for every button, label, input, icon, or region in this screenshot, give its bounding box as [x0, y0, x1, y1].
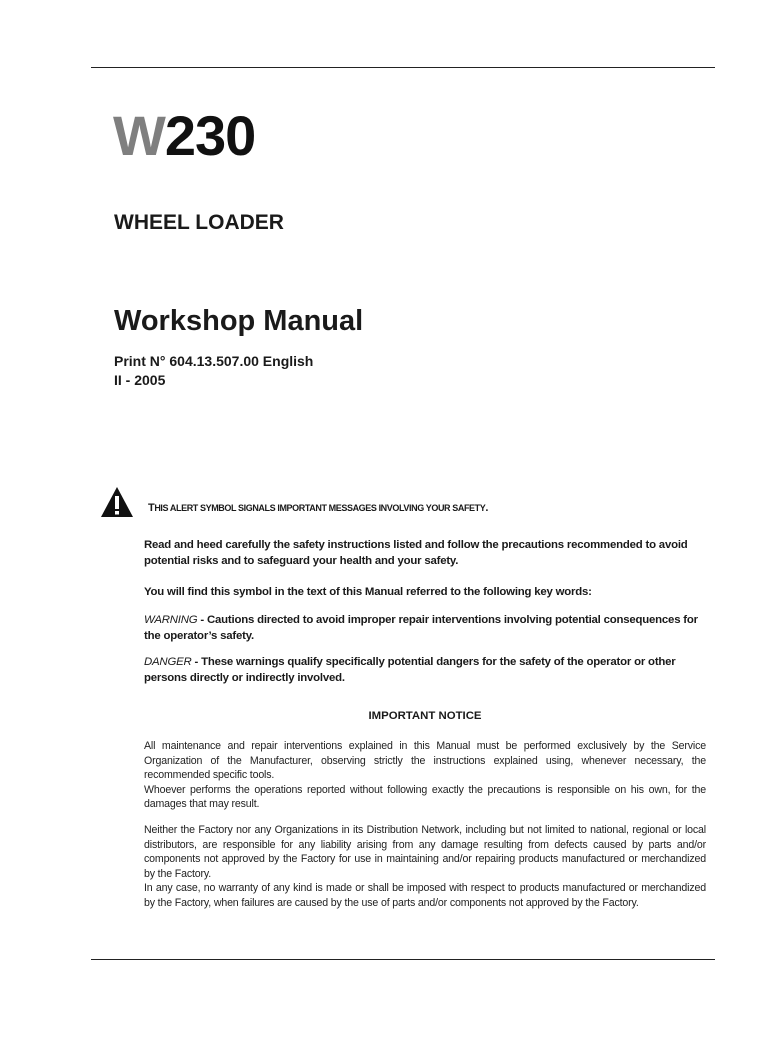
- alert-first-letter: T: [148, 502, 155, 514]
- model-number: 230: [164, 104, 256, 167]
- danger-label: DANGER: [144, 656, 192, 668]
- notice-paragraph: Neither the Factory nor any Organizations in its Distribution Network, including but not limited to national, regional or local distributors, are responsible for any liability arising from any damage resulting from defects caused by parts and/or components not approved by the Factory for use in maintaining and/or repairing products manufactured or merchandized by the Factory.: [144, 824, 706, 880]
- safety-intro: Read and heed carefully the safety instructions listed and follow the precautions recommended to avoid potential risks and to safeguard your health and your safety.: [144, 539, 688, 567]
- edition: II - 2005: [114, 372, 166, 388]
- notice-section-2: [144, 823, 706, 911]
- manual-title: Workshop Manual: [114, 305, 364, 337]
- print-number: Print N° 604.13.507.00 English: [114, 353, 314, 369]
- machine-type: WHEEL LOADER: [114, 211, 284, 234]
- notice-section-1: [144, 739, 706, 812]
- warning-paragraph: [144, 612, 706, 644]
- warning-triangle-icon: [100, 486, 134, 518]
- warning-label: WARNING: [144, 614, 198, 626]
- alert-text: HIS ALERT SYMBOL SIGNALS IMPORTANT MESSAGES INVOLVING YOUR SAFETY: [154, 503, 486, 513]
- model-title: [113, 104, 256, 167]
- notice-paragraph: All maintenance and repair interventions explained in this Manual must be performed exclusively by the Service Organization of the Manufacturer, observing strictly the instructions explained using, whenever necessary, the recommended specific tools.: [144, 740, 706, 782]
- warning-text: - Cautions directed to avoid improper repair interventions involving potential consequences for the operator’s safety.: [144, 614, 698, 642]
- bottom-rule: [91, 959, 715, 960]
- danger-paragraph: [144, 654, 706, 686]
- important-notice-heading: IMPORTANT NOTICE: [368, 710, 482, 722]
- model-prefix: W: [113, 104, 165, 167]
- notice-paragraph: In any case, no warranty of any kind is made or shall be imposed with respect to products manufactured or merchandized by the Factory, when failures are caused by the use of parts and/or components not approved by the Factory.: [144, 882, 706, 909]
- keywords-intro: You will find this symbol in the text of this Manual referred to the following key words:: [144, 586, 592, 598]
- alert-statement: [148, 502, 488, 514]
- danger-text: - These warnings qualify specifically potential dangers for the safety of the operator or other persons directly or indirectly involved.: [144, 656, 676, 684]
- top-rule: [91, 67, 715, 68]
- notice-paragraph: Whoever performs the operations reported without following exactly the precautions is responsible on his own, for the damages that may result.: [144, 783, 706, 811]
- alert-end: .: [485, 502, 489, 514]
